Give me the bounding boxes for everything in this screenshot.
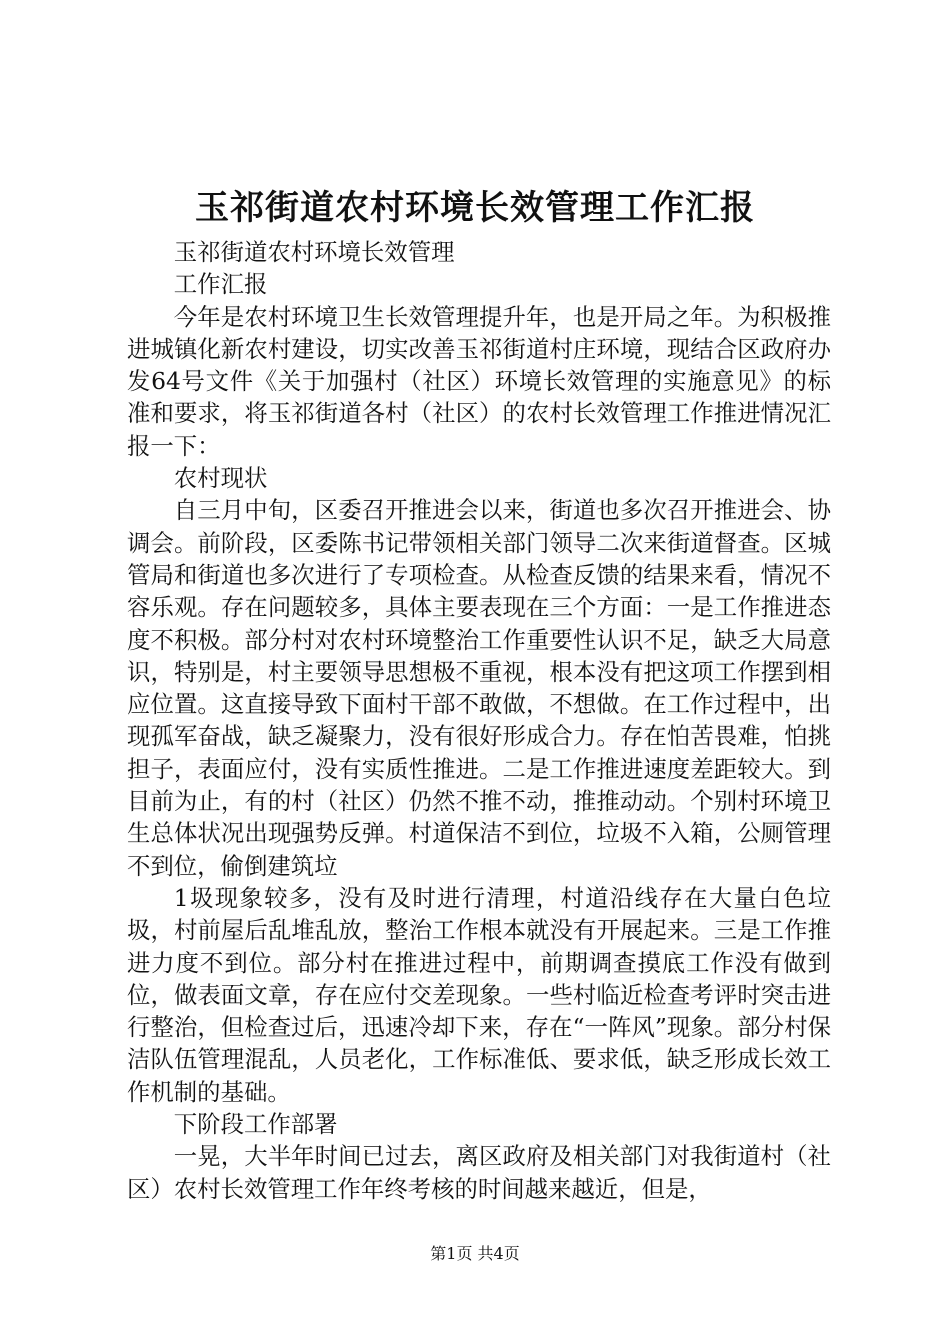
section-heading-status: 农村现状 [173,464,268,493]
paragraph-next-phase: 一晃，大半年时间已过去，离区政府及相关部门对我街道村（社区）农村长效管理工作年终考核的时间越来越近，但是， [127,1142,831,1203]
paragraph-subtitle-1: 玉祁街道农村环境长效管理 [173,238,455,266]
paragraph-intro: 今年是农村环境卫生长效管理提升年，也是开局之年。为积极推进城镇化新农村建设，切实改善玉祁街道村庄环境，现结合区政府办发64号文件《关于加强村（社区）环境长效管理的实施意见》的标准和要求，将玉祁街道各村（社区）的农村长效管理工作推进情况汇报一下： [127,302,831,460]
paragraph-status: 自三月中旬，区委召开推进会以来，街道也多次召开推进会、协调会。前阶段，区委陈书记带领相关部门领导二次来街道督查。区城管局和街道也多次进行了专项检查。从检查反馈的结果来看，情况不容乐观。存在问题较多，具体主要表现在三个方面：一是工作推进态度不积极。部分村对农村环境整治工作重要性认识不足，缺乏大局意识，特别是，村主要领导思想极不重视，根本没有把这项工作摆到相应位置。这直接导致下面村干部不敢做，不想做。在工作过程中，出现孤军奋战，缺乏凝聚力，没有很好形成合力。存在怕苦畏难，怕挑担子，表面应付，没有实质性推进。二是工作推进速度差距较大。到目前为止，有的村（社区）仍然不推不动，推推动动。个别村环境卫生总体状况出现强势反弹。村道保洁不到位，垃圾不入箱，公厕管理不到位，偷倒建筑垃 [127,496,831,880]
document-body [127,236,831,1205]
section-heading-next-phase: 下阶段工作部署 [173,1110,338,1139]
paragraph-status-continued: 1圾现象较多，没有及时进行清理，村道沿线存在大量白色垃圾，村前屋后乱堆乱放，整治工作根本就没有开展起来。三是工作推进力度不到位。部分村在推进过程中，前期调查摸底工作没有做到位，做表面文章，存在应付交差现象。一些村临近检查考评时突击进行整治，但检查过后，迅速冷却下来，存在“一阵风”现象。部分村保洁队伍管理混乱，人员老化，工作标准低、要求低，缺乏形成长效工作机制的基础。 [127,883,831,1106]
document-title: 玉祁街道农村环境长效管理工作汇报 [195,188,755,228]
paragraph-subtitle-2: 工作汇报 [173,270,268,299]
page-footer: 第1页 共4页 [430,1244,520,1263]
